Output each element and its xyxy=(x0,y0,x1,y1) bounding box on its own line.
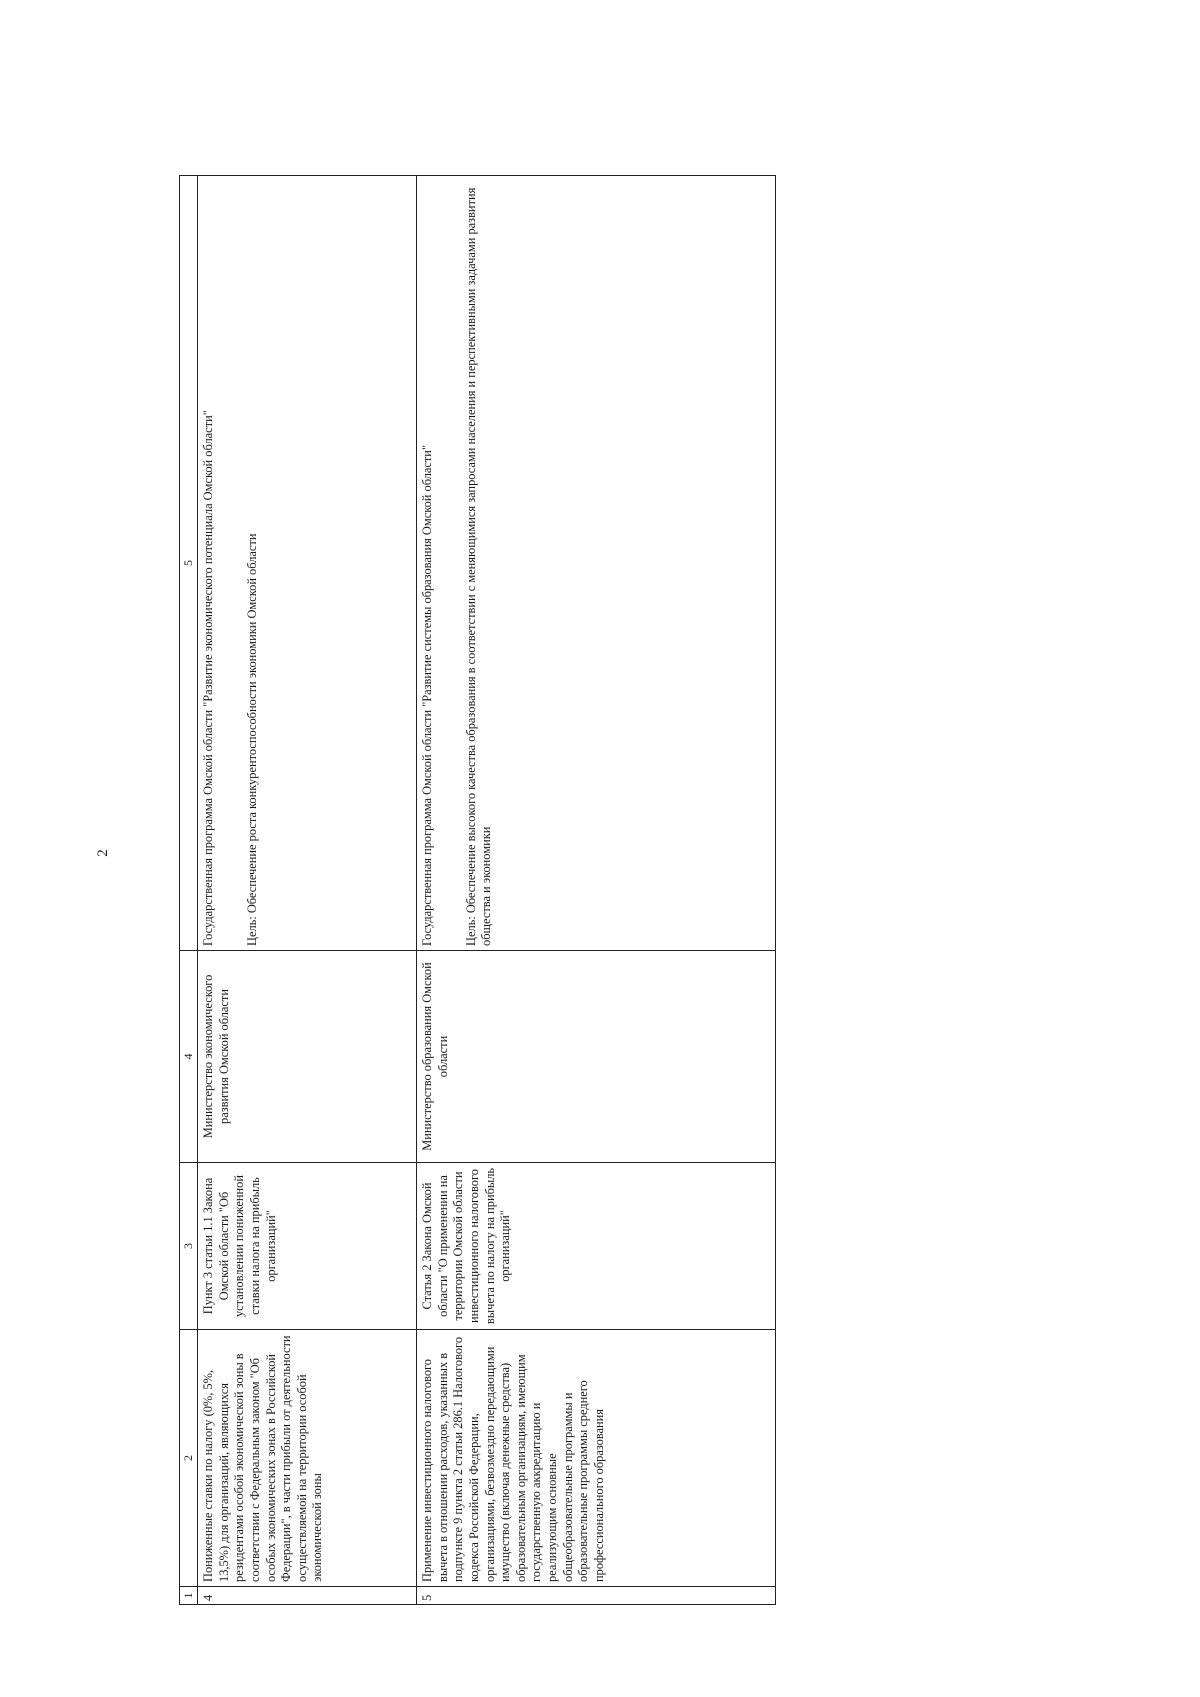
responsible-ministry: Министерство экономического развития Омской области xyxy=(198,951,417,1163)
header-cell-3: 3 xyxy=(180,1163,198,1330)
header-cell-2: 2 xyxy=(180,1330,198,1587)
program-name: Государственная программа Омской области "Развитие экономического потенциала Омской области" xyxy=(201,410,216,946)
program-and-goal xyxy=(417,176,776,951)
header-cell-5: 5 xyxy=(180,176,198,951)
benefit-description: Применение инвестиционного налогового вычета в отношении расходов, указанных в подпункте 9 пункта 2 статьи 286.1 Налогового кодекса Российской Федерации, организациями, безвозмездно передающими имущество (включая денежные средства) образовательным организациям, имеющим государственную аккредитацию и реализующим основные общеобразовательные программы и образовательные программы среднего профессионального образования xyxy=(417,1330,776,1587)
page-number: 2 xyxy=(95,849,111,857)
benefit-description: Пониженные ставки по налогу (0%, 5%, 13,5%) для организаций, являющихся резидентами особой экономической зоны в соответствии с Федеральным законом "Об особых экономических зонах в Российской Федерации", в части прибыли от деятельности осуществляемой на территории особой экономической зоны xyxy=(198,1330,417,1587)
row-number: 4 xyxy=(198,1587,417,1605)
tax-benefits-table xyxy=(179,175,776,1605)
program-and-goal xyxy=(198,176,417,951)
header-cell-1: 1 xyxy=(180,1587,198,1605)
responsible-ministry: Министерство образования Омской области xyxy=(417,951,776,1163)
legal-basis: Статья 2 Закона Омской области "О применении на территории Омской области инвестиционного налогового вычета по налогу на прибыль организаций" xyxy=(417,1163,776,1330)
header-row xyxy=(180,176,198,1605)
program-goal: Цель: Обеспечение высокого качества образования в соответствии с меняющимися запросами населения и перспективными задачами развития общества и экономики xyxy=(463,187,494,946)
legal-basis: Пункт 3 статьи 1.1 Закона Омской области "Об установлении пониженной ставки налога на прибыль организаций" xyxy=(198,1163,417,1330)
header-cell-4: 4 xyxy=(180,951,198,1163)
table-row xyxy=(198,176,417,1605)
table-row xyxy=(417,176,776,1605)
program-name: Государственная программа Омской области "Развитие системы образования Омской области" xyxy=(420,444,435,946)
row-number: 5 xyxy=(417,1587,776,1605)
rotated-table-container xyxy=(179,175,761,1605)
program-goal: Цель: Обеспечение роста конкурентоспособности экономики Омской области xyxy=(244,533,259,946)
